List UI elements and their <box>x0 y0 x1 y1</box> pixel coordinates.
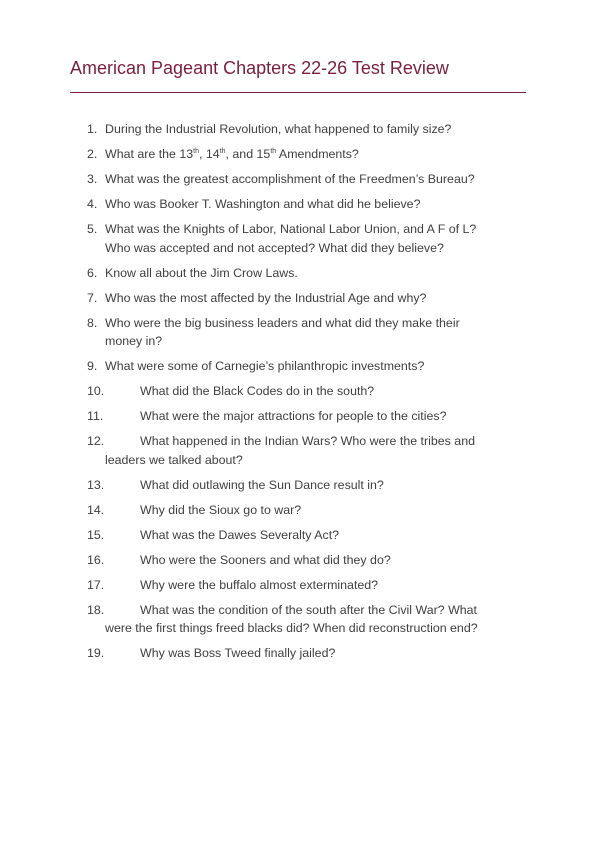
list-item-question-14 <box>70 501 530 520</box>
question-number: 6. <box>87 265 98 280</box>
question-number: 11. <box>87 409 104 423</box>
question-text-line-2: were the first things freed blacks did? When did reconstruction end? <box>105 621 478 635</box>
list-item-question-6 <box>70 264 530 283</box>
question-text: What were some of Carnegie’s philanthropic investments? <box>105 359 425 373</box>
question-number: 3. <box>87 172 98 186</box>
question-text-line-1: What happened in the Indian Wars? Who were the tribes and <box>140 434 475 448</box>
question-number: 9. <box>87 359 98 373</box>
question-number: 10. <box>87 384 105 398</box>
question-number: 13. <box>87 477 105 492</box>
question-text: What did outlawing the Sun Dance result in? <box>140 477 384 492</box>
ordinal-suffix: th <box>193 148 200 155</box>
list-item-question-16 <box>70 551 530 570</box>
question-text: What was the greatest accomplishment of the Freedmen’s Bureau? <box>105 172 475 186</box>
question-text-part: , 14 <box>199 147 220 161</box>
question-text-part: , and 15 <box>225 147 271 161</box>
list-item-question-1 <box>70 120 530 139</box>
list-item-question-5 <box>70 220 530 257</box>
question-number: 16. <box>87 552 105 567</box>
question-number: 19. <box>87 646 105 660</box>
question-text-line-2: Who was accepted and not accepted? What did they believe? <box>105 240 444 255</box>
question-text: Why was Boss Tweed finally jailed? <box>140 646 336 660</box>
question-text-line-2: leaders we talked about? <box>105 452 243 467</box>
list-item-question-7 <box>70 289 530 308</box>
title-divider <box>70 92 526 93</box>
question-number: 17. <box>87 577 105 592</box>
list-item-question-9 <box>70 357 530 376</box>
question-text: What did the Black Codes do in the south? <box>140 384 375 398</box>
list-item-question-10 <box>70 382 530 401</box>
question-number: 2. <box>87 147 98 161</box>
list-item-question-2 <box>70 145 530 164</box>
question-text: Who was Booker T. Washington and what did he believe? <box>105 197 421 211</box>
list-item-question-3 <box>70 170 530 189</box>
question-number: 14. <box>87 502 105 517</box>
question-text-line-2: money in? <box>105 334 163 348</box>
ordinal-suffix: th <box>219 148 226 155</box>
question-text-line-1: Who were the big business leaders and what did they make their <box>105 315 460 330</box>
question-text: What was the Dawes Severalty Act? <box>140 527 340 542</box>
question-text: Know all about the Jim Crow Laws. <box>105 265 298 280</box>
question-text: Why did the Sioux go to war? <box>140 502 302 517</box>
question-text: During the Industrial Revolution, what happened to family size? <box>105 122 452 136</box>
list-item-question-17 <box>70 576 530 595</box>
question-number: 5. <box>87 222 98 236</box>
page-title: American Pageant Chapters 22-26 Test Review <box>70 58 449 78</box>
question-text <box>105 147 359 161</box>
question-number: 4. <box>87 197 98 211</box>
question-text: Who was the most affected by the Industrial Age and why? <box>105 290 427 305</box>
question-text: What were the major attractions for people to the cities? <box>140 409 447 423</box>
question-number: 7. <box>87 290 98 305</box>
list-item-question-13 <box>70 476 530 495</box>
list-item-question-8 <box>70 314 530 351</box>
list-item-question-15 <box>70 526 530 545</box>
question-list <box>70 120 530 669</box>
question-text-line-1: What was the Knights of Labor, National Labor Union, and A F of L? <box>105 222 477 236</box>
question-text-part: Amendments? <box>276 147 359 161</box>
question-text: Why were the buffalo almost exterminated? <box>140 577 379 592</box>
list-item-question-19 <box>70 644 530 663</box>
question-text: Who were the Sooners and what did they do? <box>140 552 391 567</box>
list-item-question-18 <box>70 601 530 638</box>
question-number: 1. <box>87 122 98 136</box>
question-number: 12. <box>87 434 105 448</box>
ordinal-suffix: th <box>270 148 277 155</box>
question-text-line-1: What was the condition of the south after the Civil War? What <box>140 602 477 617</box>
list-item-question-11 <box>70 407 530 426</box>
list-item-question-4 <box>70 195 530 214</box>
question-number: 18. <box>87 602 105 617</box>
question-number: 8. <box>87 315 98 330</box>
question-text-part: What are the 13 <box>105 147 194 161</box>
question-number: 15. <box>87 527 105 542</box>
list-item-question-12 <box>70 432 530 469</box>
